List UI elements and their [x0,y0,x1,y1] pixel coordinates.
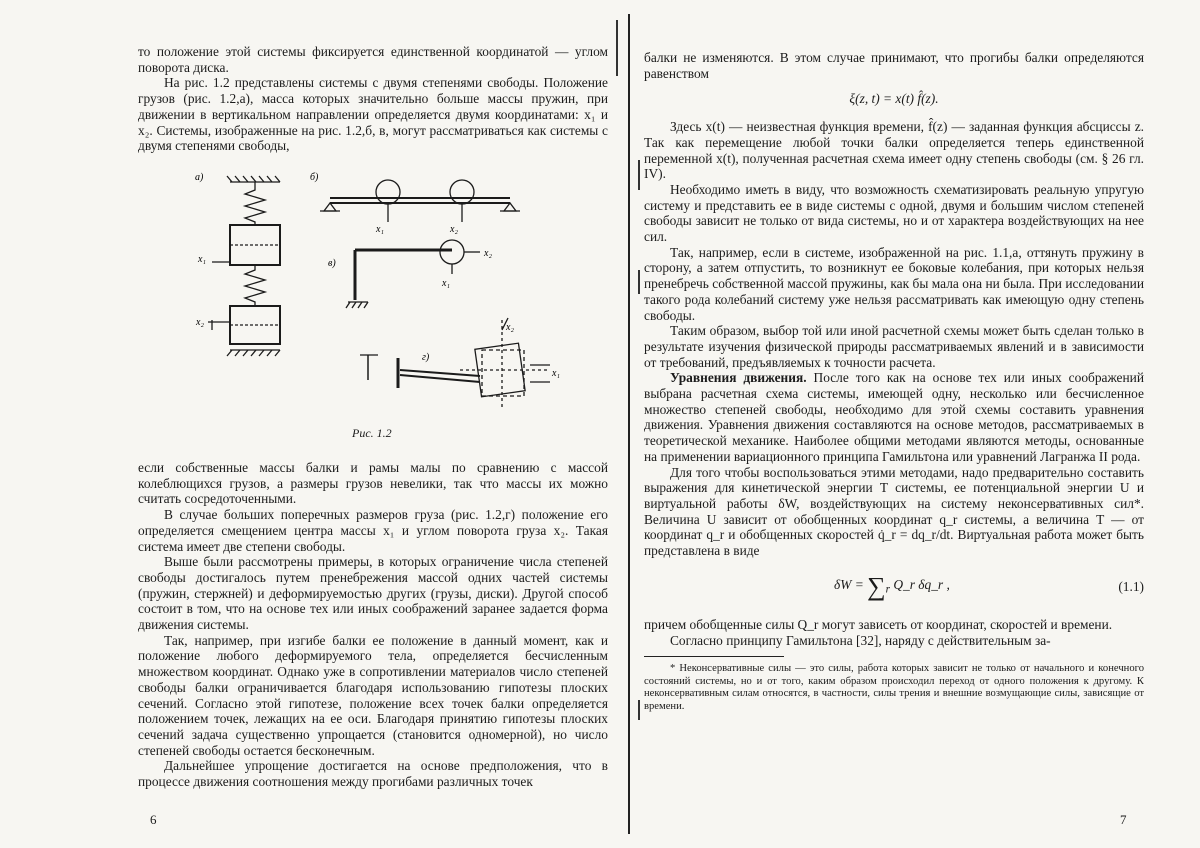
paragraph: причем обобщенные силы Q_r могут зависеть от координат, скоростей и времени. [644,616,1113,632]
footnote-rule [644,656,784,657]
equation-rhs: Q_r δq_r , [890,576,950,592]
figure-label-b: б) [310,172,319,183]
footnote: * Неконсервативные силы — это силы, работа которых зависит не только от начального и конечного состояний системы, но и от того, каким образом происходил переход от одного положения к другому. К неконсервативным силам относятся, в частности, силы трения и внешние возмущающие силы, зависящие от времени. [644,663,1144,712]
figure-label-g: г) [422,352,430,363]
paragraph: Для того чтобы воспользоваться этими методами, надо предварительно составить выражения для кинетической энергии T системы, ее потенциальной энергии U и виртуальной работы δW, воздействующих на систему неконсервативных сил*. Величина U зависит от обобщенных координат q_r системы, а величина T — от координат q_r и обобщенных скоростей q̇_r = dq_r/dt. Виртуальная работа может быть представлена в виде [644,464,1144,559]
paragraph: На рис. 1.2 представлены системы с двумя степенями свободы. Положение грузов (рис. 1.2,а), масса которых значительно больше массы пружин, при движении в вертикальном направлении определяется двумя координатами: x₁ и x₂. Системы, изображенные на рис. 1.2,б, в, могут рассматриваться как системы с двумя степенями свободы, [138,75,608,154]
figure-caption: Рис. 1.2 [352,426,392,440]
section-heading: Уравнения движения. [670,370,807,386]
figure-label-x1: x₁ [552,368,560,379]
equation-1-1 [644,565,1144,611]
book-spine [628,14,630,834]
equation-number: (1.1) [1118,578,1144,594]
paragraph: то положение этой системы фиксируется единственной координатой — углом поворота диска. [138,44,608,75]
figure-label-v: в) [328,258,336,269]
sum-index: r [885,583,891,596]
figure-label-x1: x₁ [198,254,206,265]
figure-label-x1: x₁ [442,278,450,289]
equation-lhs: δW = [834,576,868,592]
paragraph: Таким образом, выбор той или иной расчетной схемы может быть сделан только в результате изучения физической природы рассматриваемых явлений и в зависимости от требований, предъявляемых к точности расчета. [644,323,1144,370]
left-top-text [138,44,608,154]
figure-label-a: а) [195,172,204,183]
paragraph: Так, например, при изгибе балки ее положение в данный момент, как и положение любого деформируемого тела, определяется бесчисленным множеством координат. Однако уже в сопротивлении материалов число степеней свободы балки ограничивается благодаря использованию гипотезы плоских сечений. Согласно этой гипотезе, положение всех точек балки определяется положением точек, лежащих на ее оси. Благодаря принятию гипотезы плоских сечений задача существенно упрощается (становится одномерной), но число степеней свободы остается бесконечным. [138,632,608,758]
figure-1-2 [190,170,570,450]
paragraph: Необходимо иметь в виду, что возможность схематизировать реальную упругую систему и представить ее в виде системы с одной, двумя и большим числом степеней свободы зависит не только от вида системы, но и от характера воздействующих на нее сил. [644,181,1144,245]
left-bottom-text [138,460,608,790]
paragraph: балки не изменяются. В этом случае принимают, что прогибы балки определяются равенством [644,50,1144,81]
right-page [632,0,1200,848]
margin-mark [616,20,618,76]
paragraph-body: После того как на основе тех или иных соображений выбрана расчетная схема системы, имеющей одну, несколько или бесчисленное множество степеней свободы, необходимо для этой схемы составить уравнения движения. Уравнения движения составляются на основе методов, рассматриваемых в теоретической механике. Наиболее общими методами являются методы, основанные на применении вариационного принципа Гамильтона или уравнений Лагранжа II рода. [644,370,1144,464]
paragraph: Дальнейшее упрощение достигается на основе предположения, что в процессе движения соотношения между прогибами различных точек [138,758,608,790]
figure-label-x2: x₂ [196,317,204,328]
paragraph: Выше были рассмотрены примеры, в которых ограничение числа степеней свободы достигалось путем пренебрежения массой одних частей системы (пружин, стержней) и деформируемостью других (грузы, диски). Другой способ состоит в том, что на основе тех или иных соображений заранее задается форма движения системы. [138,554,608,633]
equation-xi: ξ(z, t) = x(t) f̂(z). [849,91,939,107]
paragraph [644,370,1144,464]
figure-label-x2: x₂ [506,322,514,333]
sum-sign: ∑ [867,571,886,601]
paragraph: Согласно принципу Гамильтона [32], наряду с действительным за- [670,632,1051,648]
page-number-left: 6 [150,812,157,827]
right-text [644,50,1144,714]
paragraph: Так, например, если в системе, изображенной на рис. 1.1,а, оттянуть пружину в сторону, а затем отпустить, то возникнут ее боковые колебания, при которых нельзя пренебречь собственной массой пружины, как бы мала она ни была. При исследовании такого рода колебаний систему уже нельзя рассматривать как имеющую одну степень свободы. [644,244,1144,323]
figure-label-x2: x₂ [450,224,458,235]
paragraph: если собственные массы балки и рамы малы по сравнению с массой колеблющихся грузов, а размеры грузов невелики, так что массы их можно считать сосредоточенными. [138,460,608,507]
page-number-right: 7 [1120,812,1127,827]
figure-label-x1: x₁ [376,224,384,235]
paragraph: Здесь x(t) — неизвестная функция времени, f̂(z) — заданная функция абсциссы z. Так как перемещение любой точки балки определяется теперь единственной переменной x(t), полученная расчетная схема имеет одну степень свободы (см. § 26 гл. IV). [644,119,1144,182]
figure-label-x2: x₂ [484,248,492,259]
paragraph: В случае больших поперечных размеров груза (рис. 1.2,г) положение его определяется смещением центра массы x₁ и углом поворота груза x₂. Такая система имеет две степени свободы. [138,507,608,554]
